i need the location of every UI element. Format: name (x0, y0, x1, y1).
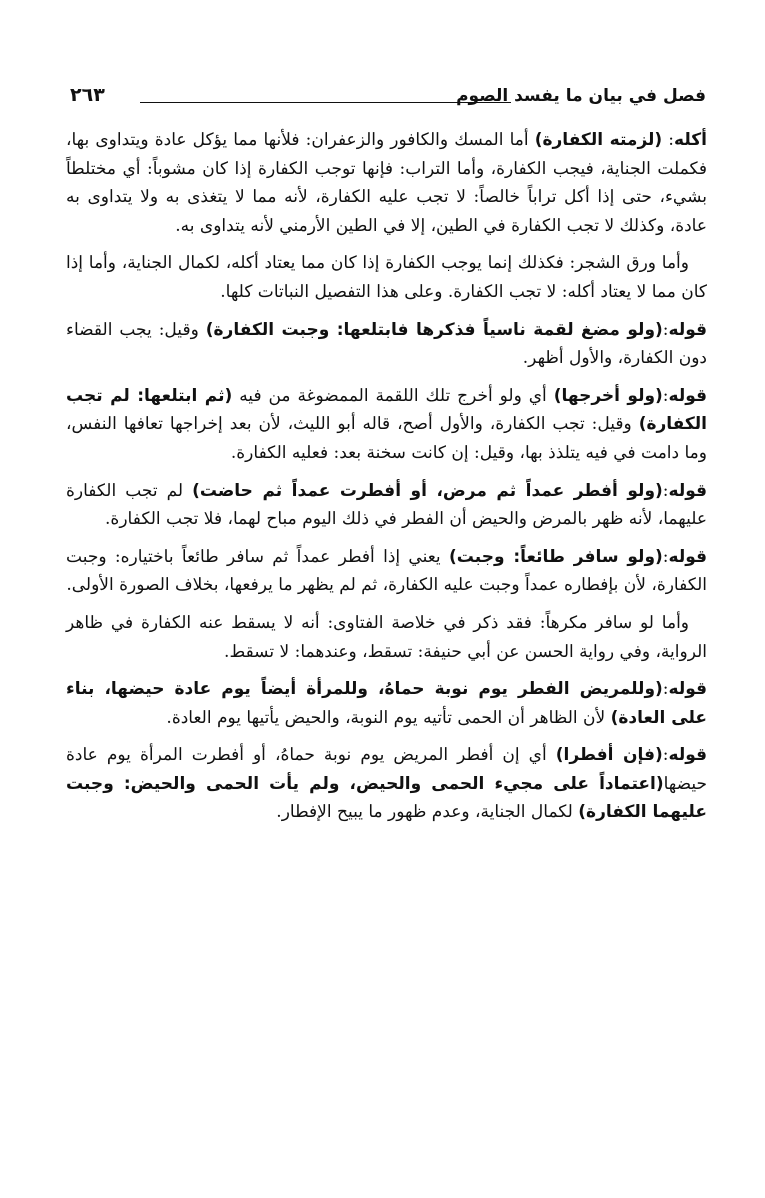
commentary-text: أي ولو أخرج تلك اللقمة الممضوغة من فيه (232, 385, 554, 406)
quoted-matn: (ولو أفطر عمداً ثم مرض، أو أفطرت عمداً ثم حاضت) (192, 480, 663, 501)
quoted-matn: (ولو مضغ لقمة ناسياً فذكرها فابتلعها: وجبت الكفارة) (205, 319, 663, 340)
paragraph (66, 477, 707, 534)
commentary-text: أما المسك والكافور والزعفران: فلأنها مما يؤكل عادة ويتداوى بها، فكملت الجناية، فيجب الكفارة، وأما التراب: فإنها توجب الكفارة إذا كان مشوباً: أي مختلطاً بشيء، حتى إذا أكل تراباً خالصاً: لا تجب عليه الكفارة، لأنه مما لا يتغذى به ولا يتداوى به عادة، وكذلك لا تجب الكفارة في الطين، إلا في الطين الأرمني لأنه يتداوى به. (66, 130, 707, 236)
paragraph-lead: أكله (674, 130, 707, 150)
header-rule (140, 102, 511, 103)
page-number: ٢٦٣ (70, 84, 105, 106)
paragraph-lead: قوله (668, 679, 707, 700)
paragraph-lead: قوله (668, 319, 707, 340)
commentary-text: : (662, 480, 669, 501)
quoted-matn: (اعتماداً على مجيء الحمى والحيض، ولم يأت الحمى والحيض: وجبت عليهما الكفارة) (66, 773, 707, 823)
commentary-text: أي إن أفطر المريض يوم نوبة حماهُ، أو أفطرت المرأة يوم عادة حيضها (66, 745, 707, 794)
quoted-matn: (ولو أخرجها) (553, 385, 663, 406)
text-body (66, 126, 707, 836)
commentary-text: لكمال الجناية، وعدم ظهور ما يبيح الإفطار. (276, 802, 579, 823)
quoted-matn: (وللمريض الفطر يوم نوبة حماهُ، وللمرأة أيضاً يوم عادة حيضها، بناء على العادة) (66, 679, 707, 728)
paragraph (66, 126, 707, 240)
paragraph-lead: قوله (668, 480, 707, 501)
commentary-text: وأما ورق الشجر: فكذلك إنما يوجب الكفارة إذا كان مما يعتاد أكله، لكمال الجناية، وأما إذا كان مما لا يعتاد أكله: لا تجب الكفارة. وعلى هذا التفصيل النباتات كلها. (66, 253, 707, 302)
commentary-text: لأن الظاهر أن الحمى تأتيه يوم النوبة، والحيض يأتيها يوم العادة. (166, 707, 611, 728)
commentary-text: : (662, 745, 669, 766)
quoted-matn: (ثم ابتلعها: لم تجب الكفارة) (66, 385, 707, 435)
running-header (70, 82, 706, 112)
quoted-matn: (ولو سافر طائعاً: وجبت) (449, 546, 663, 567)
quoted-matn: (لزمته الكفارة) (534, 130, 663, 150)
paragraph (66, 382, 707, 468)
commentary-text: : (662, 679, 669, 700)
commentary-text: وقيل: تجب الكفارة، والأول أصح، قاله أبو الليث، لأن بعد إخراجها تعافها النفس، وما دامت في فيه يتلذذ بها، وقيل: إن كانت سخنة بعد: فعليه الكفارة. (66, 414, 707, 463)
commentary-text: وقيل: يجب القضاء دون الكفارة، والأول أظهر. (66, 319, 707, 369)
paragraph (66, 543, 707, 600)
paragraph-lead: قوله (668, 745, 707, 766)
paragraph-lead: قوله (668, 546, 707, 567)
commentary-text: يعني إذا أفطر عمداً ثم سافر طائعاً باختياره: وجبت الكفارة، لأن بإفطاره عمداً وجبت عليه الكفارة، ثم لم يظهر ما يرفعها، بخلاف الصورة الأولى. (66, 546, 707, 596)
paragraph (66, 609, 707, 666)
paragraph (66, 675, 707, 732)
chapter-title: فصل في بيان ما يفسد الصوم (456, 86, 706, 106)
commentary-text: : (662, 319, 669, 340)
commentary-text: : (662, 385, 669, 406)
commentary-text: : (662, 130, 675, 150)
paragraph (66, 316, 707, 373)
quoted-matn: (فإن أفطرا) (555, 745, 663, 766)
paragraph-lead: قوله (668, 385, 708, 406)
commentary-text: : (662, 546, 669, 567)
paragraph (66, 249, 707, 306)
commentary-text: لم تجب الكفارة عليهما، لأنه ظهر بالمرض والحيض أن الفطر في ذلك اليوم مباح لهما، فلا تجب الكفارة. (66, 480, 707, 530)
commentary-text: وأما لو سافر مكرهاً: فقد ذكر في خلاصة الفتاوى: أنه لا يسقط عنه الكفارة في ظاهر الرواية، وفي رواية الحسن عن أبي حنيفة: تسقط، وعندهما: لا تسقط. (66, 612, 707, 662)
paragraph (66, 741, 707, 827)
